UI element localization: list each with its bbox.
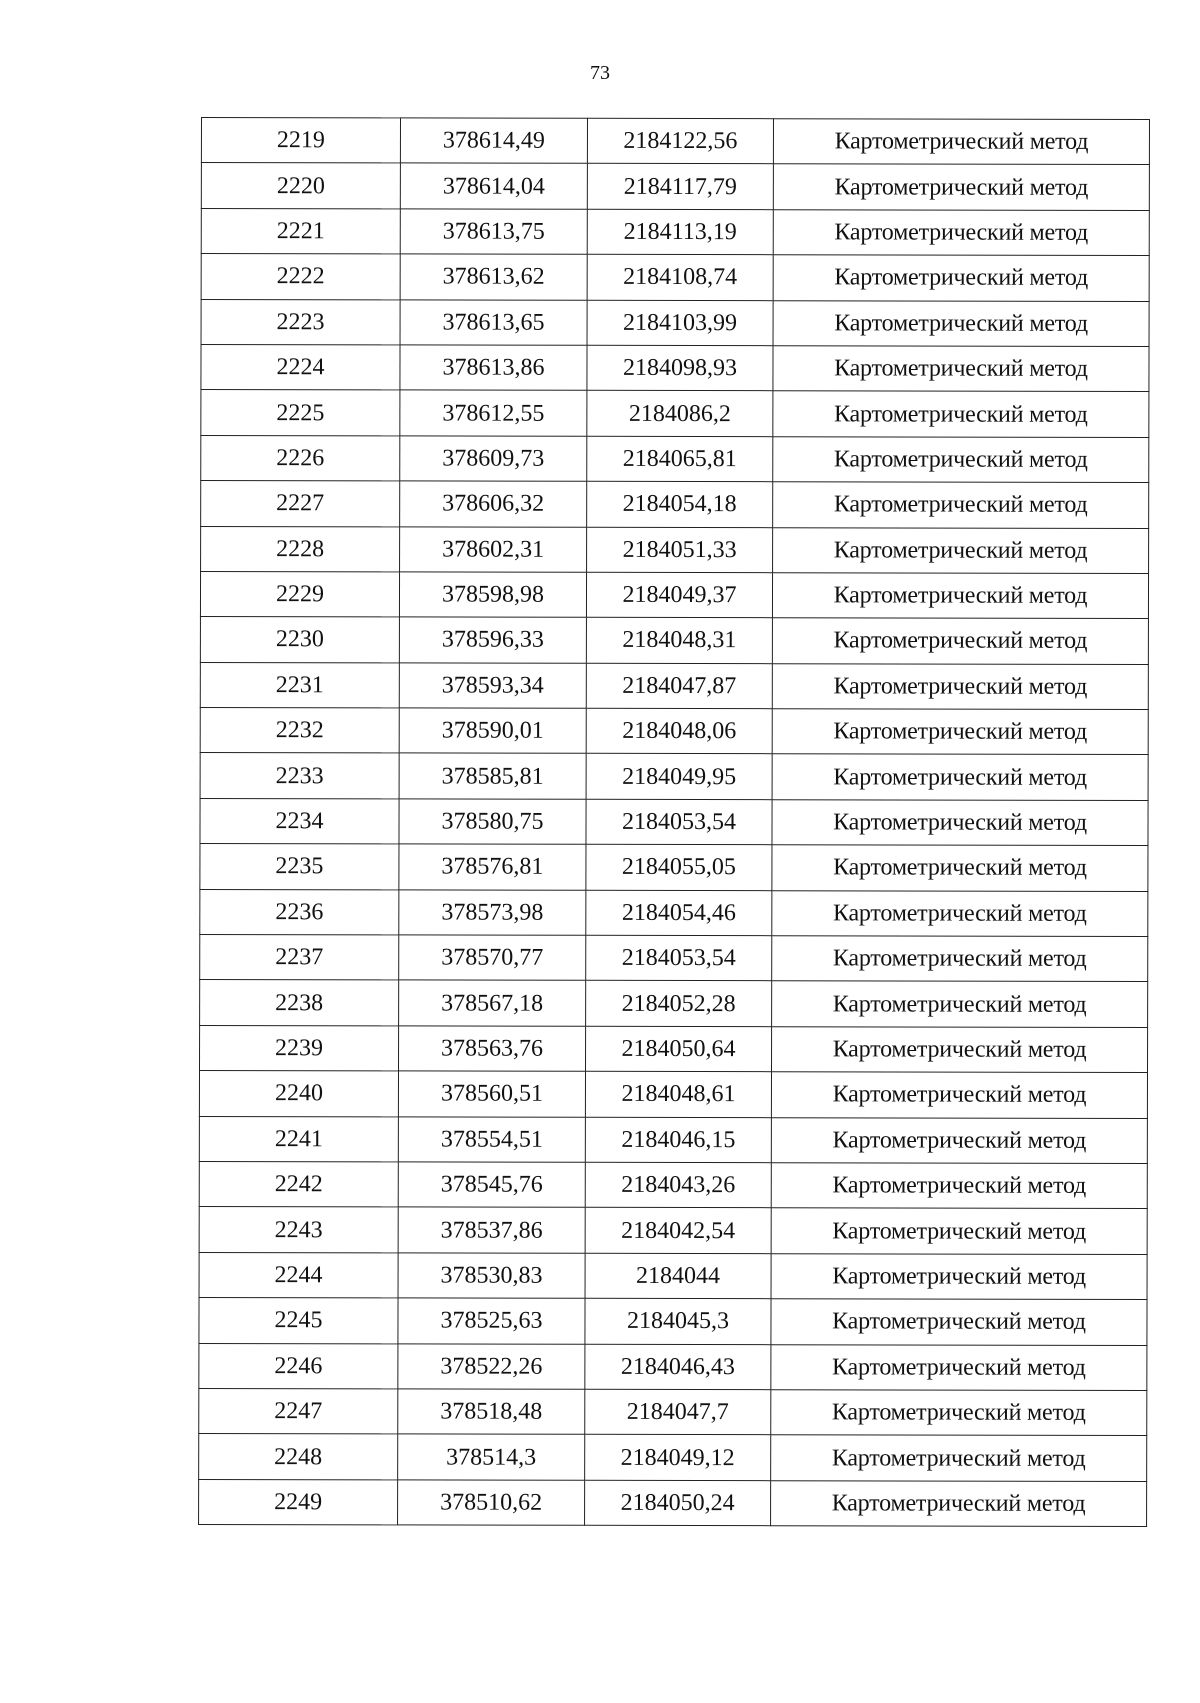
x-coordinate-cell: 378518,48	[398, 1389, 585, 1435]
y-coordinate-cell: 2184042,54	[585, 1208, 771, 1254]
method-cell: Картометрический метод	[773, 527, 1149, 573]
x-coordinate-cell: 378525,63	[398, 1298, 585, 1344]
point-number-cell: 2240	[199, 1071, 398, 1117]
point-number-cell: 2231	[200, 662, 399, 708]
y-coordinate-cell: 2184054,46	[586, 890, 772, 936]
table-row	[200, 753, 1148, 800]
table-row	[200, 889, 1148, 936]
point-number-cell: 2226	[201, 435, 400, 481]
method-cell: Картометрический метод	[772, 981, 1148, 1027]
table-row	[199, 1161, 1147, 1208]
point-number-cell: 2235	[200, 844, 399, 890]
x-coordinate-cell: 378612,55	[400, 390, 587, 436]
y-coordinate-cell: 2184052,28	[586, 981, 772, 1027]
y-coordinate-cell: 2184055,05	[586, 845, 772, 891]
point-number-cell: 2220	[201, 163, 400, 209]
x-coordinate-cell: 378609,73	[400, 436, 587, 482]
method-cell: Картометрический метод	[772, 1027, 1148, 1073]
x-coordinate-cell: 378554,51	[398, 1117, 585, 1163]
point-number-cell: 2241	[199, 1116, 398, 1162]
table-row	[199, 1479, 1147, 1526]
table-row	[201, 435, 1149, 482]
table-row	[201, 526, 1149, 573]
point-number-cell: 2222	[201, 254, 400, 300]
table-row	[201, 390, 1149, 437]
point-number-cell: 2224	[201, 344, 400, 390]
table-row	[200, 844, 1148, 891]
point-number-cell: 2227	[201, 481, 400, 527]
table-row	[201, 481, 1149, 528]
method-cell: Картометрический метод	[771, 1435, 1147, 1481]
method-cell: Картометрический метод	[771, 1072, 1147, 1118]
table-row	[201, 208, 1149, 255]
point-number-cell: 2242	[199, 1161, 398, 1207]
method-cell: Картометрический метод	[771, 1344, 1147, 1390]
method-cell: Картометрический метод	[771, 1117, 1147, 1163]
point-number-cell: 2233	[200, 753, 399, 799]
point-number-cell: 2239	[200, 1025, 399, 1071]
method-cell: Картометрический метод	[771, 1480, 1147, 1526]
table-row	[201, 163, 1149, 210]
y-coordinate-cell: 2184048,06	[586, 708, 772, 754]
method-cell: Картометрический метод	[771, 1299, 1147, 1345]
table-row	[200, 1025, 1148, 1072]
method-cell: Картометрический метод	[773, 255, 1149, 301]
y-coordinate-cell: 2184122,56	[587, 118, 773, 164]
table-row	[200, 935, 1148, 982]
table-row	[200, 798, 1148, 845]
point-number-cell: 2237	[200, 935, 399, 981]
y-coordinate-cell: 2184053,54	[586, 799, 772, 845]
y-coordinate-cell: 2184103,99	[587, 300, 773, 346]
y-coordinate-cell: 2184051,33	[587, 527, 773, 573]
x-coordinate-cell: 378613,86	[400, 345, 587, 391]
point-number-cell: 2234	[200, 798, 399, 844]
point-number-cell: 2246	[199, 1343, 398, 1389]
point-number-cell: 2225	[201, 390, 400, 436]
table-row	[199, 1388, 1147, 1435]
x-coordinate-cell: 378563,76	[399, 1026, 586, 1072]
x-coordinate-cell: 378576,81	[399, 844, 586, 890]
method-cell: Картометрический метод	[772, 754, 1148, 800]
table-row	[200, 571, 1148, 618]
x-coordinate-cell: 378585,81	[399, 753, 586, 799]
x-coordinate-cell: 378593,34	[399, 663, 586, 709]
x-coordinate-cell: 378570,77	[399, 935, 586, 981]
x-coordinate-cell: 378614,04	[400, 163, 587, 209]
point-number-cell: 2248	[199, 1434, 398, 1480]
y-coordinate-cell: 2184048,61	[585, 1072, 771, 1118]
method-cell: Картометрический метод	[772, 663, 1148, 709]
x-coordinate-cell: 378606,32	[400, 481, 587, 527]
method-cell: Картометрический метод	[773, 209, 1149, 255]
method-cell: Картометрический метод	[773, 164, 1149, 210]
x-coordinate-cell: 378613,62	[400, 254, 587, 300]
y-coordinate-cell: 2184049,12	[585, 1435, 771, 1481]
x-coordinate-cell: 378602,31	[400, 526, 587, 572]
x-coordinate-cell: 378573,98	[399, 890, 586, 936]
table-row	[199, 1071, 1147, 1118]
y-coordinate-cell: 2184053,54	[586, 935, 772, 981]
method-cell: Картометрический метод	[771, 1253, 1147, 1299]
x-coordinate-cell: 378530,83	[398, 1253, 585, 1299]
point-number-cell: 2223	[201, 299, 400, 345]
table-row	[199, 1298, 1147, 1345]
point-number-cell: 2244	[199, 1252, 398, 1298]
method-cell: Картометрический метод	[772, 845, 1148, 891]
method-cell: Картометрический метод	[771, 1163, 1147, 1209]
table-row	[201, 118, 1149, 165]
table-row	[201, 299, 1149, 346]
x-coordinate-cell: 378596,33	[399, 617, 586, 663]
table-row	[200, 708, 1148, 755]
method-cell: Картометрический метод	[772, 936, 1148, 982]
method-cell: Картометрический метод	[773, 300, 1149, 346]
point-number-cell: 2228	[201, 526, 400, 572]
x-coordinate-cell: 378590,01	[399, 708, 586, 754]
y-coordinate-cell: 2184045,3	[585, 1298, 771, 1344]
x-coordinate-cell: 378545,76	[398, 1162, 585, 1208]
point-number-cell: 2247	[199, 1388, 398, 1434]
x-coordinate-cell: 378567,18	[399, 980, 586, 1026]
method-cell: Картометрический метод	[773, 346, 1149, 392]
page-number: 73	[590, 62, 610, 84]
y-coordinate-cell: 2184046,15	[585, 1117, 771, 1163]
table-row	[200, 662, 1148, 709]
method-cell: Картометрический метод	[771, 1208, 1147, 1254]
y-coordinate-cell: 2184050,24	[585, 1480, 771, 1526]
table-row	[199, 1116, 1147, 1163]
y-coordinate-cell: 2184048,31	[586, 618, 772, 664]
y-coordinate-cell: 2184054,18	[587, 481, 773, 527]
method-cell: Картометрический метод	[772, 573, 1148, 619]
point-number-cell: 2238	[200, 980, 399, 1026]
table-row	[199, 1434, 1147, 1481]
y-coordinate-cell: 2184047,87	[586, 663, 772, 709]
point-number-cell: 2249	[199, 1479, 398, 1525]
table-body	[199, 118, 1150, 1527]
point-number-cell: 2221	[201, 208, 400, 254]
x-coordinate-cell: 378613,75	[400, 209, 587, 255]
x-coordinate-cell: 378598,98	[399, 572, 586, 618]
method-cell: Картометрический метод	[771, 1390, 1147, 1436]
method-cell: Картометрический метод	[773, 436, 1149, 482]
point-number-cell: 2219	[201, 118, 400, 164]
x-coordinate-cell: 378510,62	[398, 1480, 585, 1526]
x-coordinate-cell: 378580,75	[399, 799, 586, 845]
y-coordinate-cell: 2184049,37	[586, 572, 772, 618]
y-coordinate-cell: 2184043,26	[585, 1162, 771, 1208]
method-cell: Картометрический метод	[773, 482, 1149, 528]
x-coordinate-cell: 378613,65	[400, 299, 587, 345]
y-coordinate-cell: 2184108,74	[587, 254, 773, 300]
y-coordinate-cell: 2184113,19	[587, 209, 773, 255]
y-coordinate-cell: 2184047,7	[585, 1389, 771, 1435]
y-coordinate-cell: 2184044	[585, 1253, 771, 1299]
method-cell: Картометрический метод	[772, 890, 1148, 936]
x-coordinate-cell: 378514,3	[398, 1434, 585, 1480]
point-number-cell: 2229	[200, 571, 399, 617]
x-coordinate-cell: 378522,26	[398, 1343, 585, 1389]
method-cell: Картометрический метод	[772, 709, 1148, 755]
table-row	[201, 344, 1149, 391]
y-coordinate-cell: 2184117,79	[587, 164, 773, 210]
y-coordinate-cell: 2184050,64	[586, 1026, 772, 1072]
x-coordinate-cell: 378537,86	[398, 1207, 585, 1253]
table-row	[199, 1252, 1147, 1299]
method-cell: Картометрический метод	[772, 618, 1148, 664]
y-coordinate-cell: 2184049,95	[586, 754, 772, 800]
point-number-cell: 2232	[200, 708, 399, 754]
point-number-cell: 2245	[199, 1298, 398, 1344]
x-coordinate-cell: 378614,49	[400, 118, 587, 164]
point-number-cell: 2230	[200, 617, 399, 663]
table-row	[199, 1207, 1147, 1254]
x-coordinate-cell: 378560,51	[398, 1071, 585, 1117]
table-row	[199, 1343, 1147, 1390]
y-coordinate-cell: 2184086,2	[587, 391, 773, 437]
method-cell: Картометрический метод	[772, 800, 1148, 846]
coordinates-table	[198, 117, 1150, 1527]
point-number-cell: 2236	[200, 889, 399, 935]
table-row	[201, 254, 1149, 301]
table-row	[200, 980, 1148, 1027]
table-row	[200, 617, 1148, 664]
point-number-cell: 2243	[199, 1207, 398, 1253]
method-cell: Картометрический метод	[773, 391, 1149, 437]
y-coordinate-cell: 2184098,93	[587, 345, 773, 391]
y-coordinate-cell: 2184046,43	[585, 1344, 771, 1390]
method-cell: Картометрический метод	[773, 119, 1149, 165]
y-coordinate-cell: 2184065,81	[587, 436, 773, 482]
